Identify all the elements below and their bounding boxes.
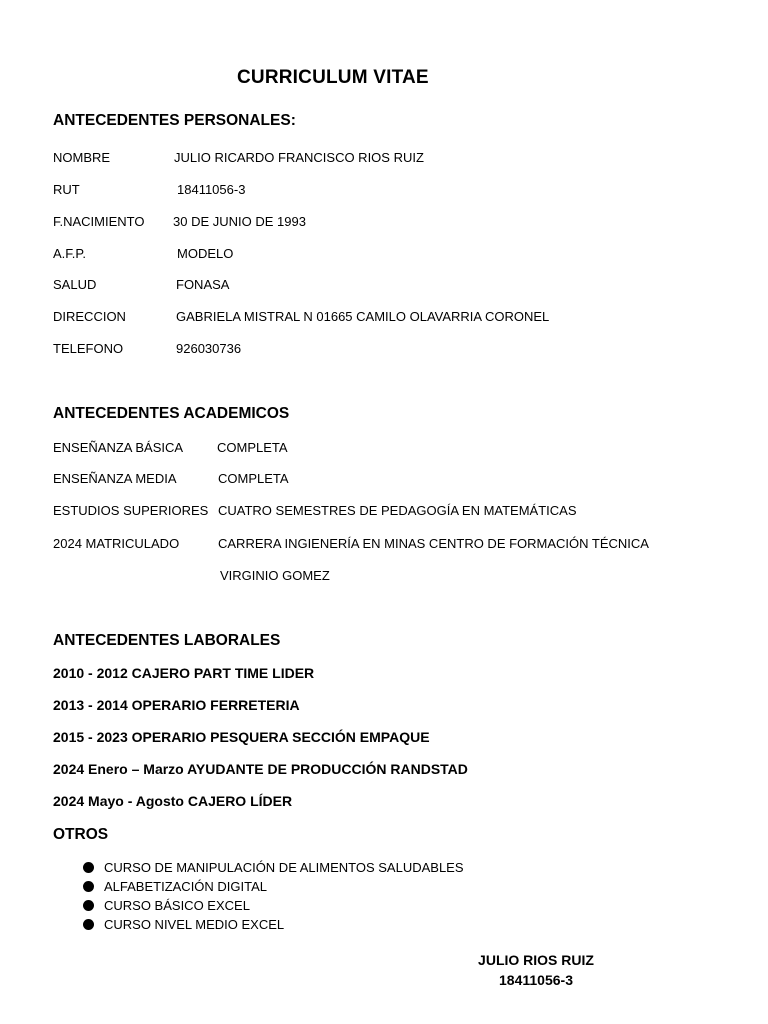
list-item <box>83 860 464 875</box>
bullet-icon <box>83 919 94 930</box>
work-heading: ANTECEDENTES LABORALES <box>53 632 281 649</box>
personal-label-direccion: DIRECCION <box>53 309 126 324</box>
document-title: CURRICULUM VITAE <box>237 67 429 88</box>
personal-label-nacimiento: F.NACIMIENTO <box>53 214 145 229</box>
academic-value-basica: COMPLETA <box>217 440 288 455</box>
personal-value-telefono: 926030736 <box>176 341 242 356</box>
personal-label-nombre: NOMBRE <box>53 150 111 165</box>
academic-value-continuation: VIRGINIO GOMEZ <box>220 568 330 583</box>
personal-label-salud: SALUD <box>53 277 97 292</box>
signature-rut: 18411056-3 <box>499 972 573 988</box>
bullet-icon <box>83 881 94 892</box>
personal-value-afp: MODELO <box>177 246 234 261</box>
academic-heading: ANTECEDENTES ACADEMICOS <box>53 405 290 422</box>
personal-value-nacimiento: 30 DE JUNIO DE 1993 <box>173 214 306 229</box>
bullet-icon <box>83 862 94 873</box>
work-item: 2010 - 2012 CAJERO PART TIME LIDER <box>53 665 315 681</box>
academic-label-media: ENSEÑANZA MEDIA <box>53 471 177 486</box>
academic-label-matriculado: 2024 MATRICULADO <box>53 536 180 551</box>
academic-value-media: COMPLETA <box>218 471 289 486</box>
personal-label-afp: A.F.P. <box>53 246 87 261</box>
personal-value-rut: 18411056-3 <box>177 182 246 197</box>
personal-value-salud: FONASA <box>176 277 230 292</box>
academic-label-superiores: ESTUDIOS SUPERIORES <box>53 503 209 518</box>
list-item <box>83 917 284 932</box>
academic-label-basica: ENSEÑANZA BÁSICA <box>53 440 184 455</box>
personal-label-rut: RUT <box>53 182 80 197</box>
list-item <box>83 898 250 913</box>
personal-label-telefono: TELEFONO <box>53 341 124 356</box>
bullet-icon <box>83 900 94 911</box>
work-item: 2024 Enero – Marzo AYUDANTE DE PRODUCCIÓN RANDSTAD <box>53 761 468 777</box>
personal-value-nombre: JULIO RICARDO FRANCISCO RIOS RUIZ <box>174 150 424 165</box>
list-item <box>83 879 267 894</box>
academic-value-superiores: CUATRO SEMESTRES DE PEDAGOGÍA EN MATEMÁTICAS <box>218 503 577 518</box>
signature-name: JULIO RIOS RUIZ <box>478 952 594 968</box>
academic-value-matriculado: CARRERA INGIENERÍA EN MINAS CENTRO DE FORMACIÓN TÉCNICA <box>218 536 649 551</box>
work-item: 2013 - 2014 OPERARIO FERRETERIA <box>53 697 300 713</box>
personal-heading: ANTECEDENTES PERSONALES: <box>53 112 296 129</box>
work-item: 2015 - 2023 OPERARIO PESQUERA SECCIÓN EMPAQUE <box>53 729 430 745</box>
work-item: 2024 Mayo - Agosto CAJERO LÍDER <box>53 793 293 809</box>
list-item-label: CURSO DE MANIPULACIÓN DE ALIMENTOS SALUDABLES <box>104 860 464 875</box>
other-heading: OTROS <box>53 826 109 843</box>
personal-value-direccion: GABRIELA MISTRAL N 01665 CAMILO OLAVARRIA CORONEL <box>176 309 550 324</box>
list-item-label: CURSO BÁSICO EXCEL <box>104 898 250 913</box>
list-item-label: CURSO NIVEL MEDIO EXCEL <box>104 917 285 932</box>
list-item-label: ALFABETIZACIÓN DIGITAL <box>104 879 268 894</box>
